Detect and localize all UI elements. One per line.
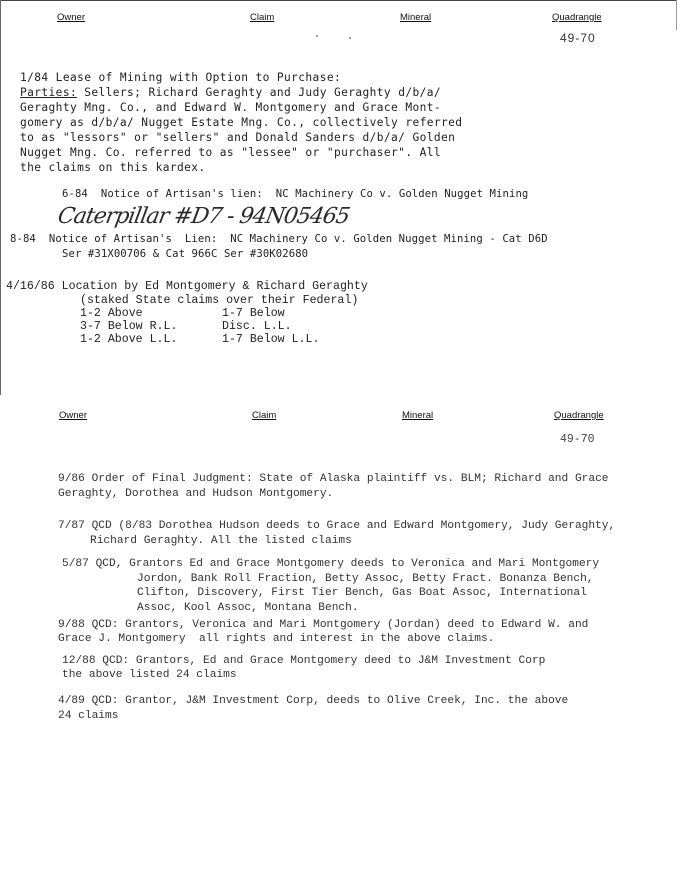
handwritten-note: Caterpillar #D7 - 94N05465	[55, 204, 352, 229]
lease-line: Nugget Mng. Co. referred to as "lessee" or "purchaser". All	[20, 146, 441, 159]
quadrangle-header: Quadrangle	[552, 12, 602, 23]
entry-9-88-line: 9/88 QCD: Grantors, Veronica and Mari Montgomery (Jordan) deed to Edward W. and	[58, 619, 589, 631]
card-top-border	[0, 0, 676, 1]
lease-line-text: Sellers; Richard Geraghty and Judy Geraghty d/b/a/	[84, 86, 442, 99]
kardex-card-1	[0, 0, 678, 395]
card-left-border	[0, 0, 1, 395]
lease-line: gomery as d/b/a/ Nugget Estate Mng. Co., collectively referred	[20, 116, 463, 129]
claim-header: Claim	[252, 410, 277, 421]
quad-number: 49-70	[560, 433, 595, 446]
lease-line	[20, 86, 441, 99]
quadrangle-header: Quadrangle	[554, 410, 604, 421]
lease-line: Geraghty Mng. Co., and Edward W. Montgomery and Grace Mont-	[20, 101, 441, 114]
speck	[349, 37, 351, 39]
entry-7-87-line: Richard Geraghty. All the listed claims	[90, 535, 352, 547]
lien-6-84: 6-84 Notice of Artisan's lien: NC Machinery Co v. Golden Nugget Mining	[62, 188, 529, 200]
location-title: 4/16/86 Location by Ed Montgomery & Richard Geraghty	[6, 280, 368, 293]
owner-header: Owner	[57, 12, 85, 23]
lease-line: the claims on this kardex.	[20, 161, 206, 174]
entry-4-89-line: 24 claims	[58, 710, 119, 722]
entry-9-88-line: Grace J. Montgomery all rights and interest in the above claims.	[58, 633, 495, 645]
lien-8-84-line: Ser #31X00706 & Cat 966C Ser #30K02680	[62, 248, 309, 260]
entry-9-86-line: Geraghty, Dorothea and Hudson Montgomery.	[58, 488, 334, 500]
lien-8-84-line: 8-84 Notice of Artisan's Lien: NC Machinery Co v. Golden Nugget Mining - Cat D6D	[10, 233, 548, 245]
entry-5-87-line: Jordon, Bank Roll Fraction, Betty Assoc, Betty Fract. Bonanza Bench,	[137, 573, 594, 585]
entry-12-88-line: the above listed 24 claims	[62, 669, 237, 681]
parties-label: Parties:	[20, 86, 78, 99]
location-note: (staked State claims over their Federal)	[80, 294, 359, 307]
entry-5-87-line: Assoc, Kool Assoc, Montana Bench.	[137, 602, 359, 614]
speck	[316, 35, 318, 37]
location-left: 1-2 Above L.L.	[80, 333, 178, 346]
kardex-card-2	[0, 397, 678, 880]
entry-5-87-line: Clifton, Discovery, First Tier Bench, Gas Boat Assoc, International	[137, 587, 587, 599]
lease-line: to as "lessors" or "sellers" and Donald Sanders d/b/a/ Golden	[20, 131, 456, 144]
entry-7-87-line: 7/87 QCD (8/83 Dorothea Hudson deeds to Grace and Edward Montgomery, Judy Geraghty,	[58, 520, 616, 532]
location-right: Disc. L.L.	[222, 320, 292, 333]
entry-4-89-line: 4/89 QCD: Grantor, J&M Investment Corp, deeds to Olive Creek, Inc. the above	[58, 695, 569, 707]
mineral-header: Mineral	[402, 410, 434, 421]
location-right: 1-7 Below	[222, 307, 285, 320]
entry-9-86-line: 9/86 Order of Final Judgment: State of Alaska plaintiff vs. BLM; Richard and Grace	[58, 473, 609, 485]
location-left: 1-2 Above	[80, 307, 143, 320]
entry-12-88-line: 12/88 QCD: Grantors, Ed and Grace Montgomery deed to J&M Investment Corp	[62, 655, 546, 667]
location-left: 3-7 Below R.L.	[80, 320, 178, 333]
claim-header: Claim	[250, 12, 275, 23]
location-right: 1-7 Below L.L.	[222, 333, 320, 346]
entry-5-87-line: 5/87 QCD, Grantors Ed and Grace Montgomery deeds to Veronica and Mari Montgomery	[62, 558, 600, 570]
lease-line: 1/84 Lease of Mining with Option to Purchase:	[20, 71, 342, 84]
owner-header: Owner	[59, 410, 87, 421]
card-right-border	[676, 0, 677, 30]
mineral-header: Mineral	[400, 12, 432, 23]
quad-number: 49-70	[560, 31, 596, 45]
